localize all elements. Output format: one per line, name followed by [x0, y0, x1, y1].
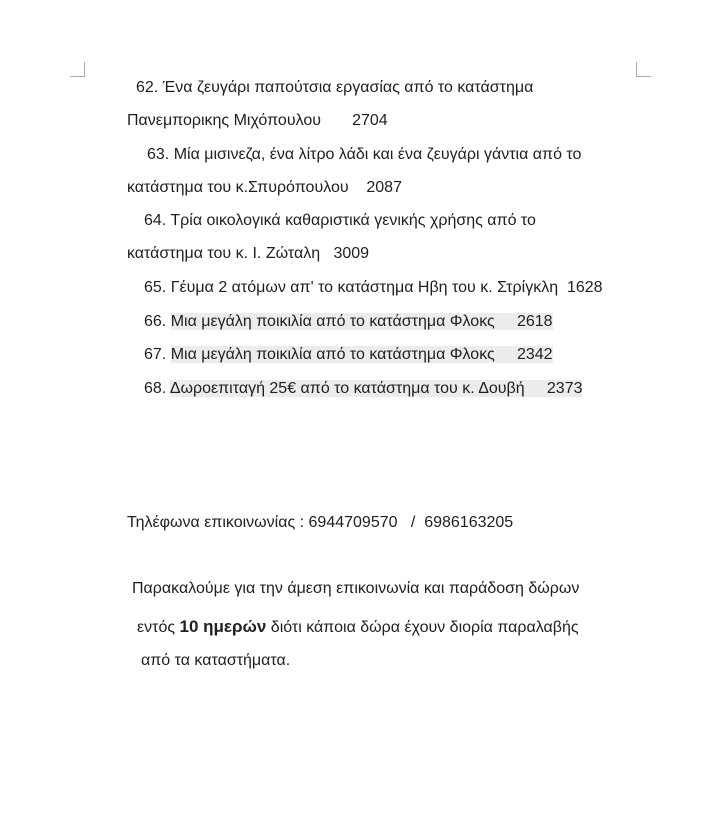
notice-line: από τα καταστήματα. [141, 652, 291, 669]
item-number: 67. [144, 346, 167, 363]
item-text: Μια μεγάλη ποικιλία από το κατάστημα Φλοκς [170, 346, 495, 363]
item-number: 62. [136, 79, 159, 96]
item-text: Γέυμα 2 ατόμων απ' το κατάστημα Ηβη του κ. Στρίγκλη [170, 279, 559, 296]
phone-number: 6986163205 [424, 514, 514, 531]
item-text: κατάστημα του κ.Σπυρόπουλου [127, 179, 349, 196]
list-item [144, 345, 553, 365]
item-text: κατάστημα του κ. Ι. Ζώταλη [127, 245, 321, 262]
item-code: 2342 [516, 346, 553, 363]
item-code: 1628 [566, 279, 603, 296]
list-item [144, 211, 536, 231]
item-number: 64. [144, 212, 167, 229]
notice-text: εντός [137, 619, 176, 636]
item-code: 2087 [366, 179, 402, 196]
item-code: 3009 [333, 245, 370, 262]
item-number: 65. [144, 279, 167, 296]
separator: / [410, 514, 416, 531]
item-text: Τρία οικολογικά καθαριστικά γενικής χρήσης από το [170, 212, 536, 229]
item-code: 2704 [352, 112, 388, 129]
list-item [144, 278, 603, 298]
item-number: 66. [144, 313, 167, 330]
item-number: 63. [147, 146, 170, 163]
contact-label: Τηλέφωνα επικοινωνίας : [127, 514, 305, 531]
item-code: 2373 [546, 380, 583, 397]
item-text: Πανεμπορικης Μιχόπουλου [127, 112, 321, 129]
list-item-continuation [127, 178, 402, 198]
list-item [136, 78, 533, 98]
notice-line [137, 617, 579, 638]
list-item [144, 312, 553, 332]
page-corner-mark [636, 62, 651, 77]
contact-phones [127, 513, 513, 533]
phone-number: 6944709570 [308, 514, 398, 531]
page-corner-mark [70, 62, 85, 77]
item-text: Ένα ζευγάρι παπούτσια εργασίας από το κατάστημα [162, 79, 534, 96]
item-code: 2618 [516, 313, 553, 330]
list-item [147, 145, 581, 165]
notice-deadline: 10 ημερών [179, 617, 267, 636]
item-text: Μια μεγάλη ποικιλία από το κατάστημα Φλοκς [170, 313, 495, 330]
notice-text: διότι κάποια δώρα έχουν διορία παραλαβής [270, 619, 579, 636]
item-text: Μία μισινεζα, ένα λίτρο λάδι και ένα ζευγάρι γάντια από το [173, 146, 582, 163]
list-item [144, 379, 582, 399]
list-item-continuation [127, 244, 369, 264]
notice-line: Παρακαλούμε για την άμεση επικοινωνία και παράδοση δώρων [132, 580, 580, 597]
list-item-continuation [127, 111, 388, 131]
item-text: Δωροεπιταγή 25€ από το κατάστημα του κ. Δουβή [169, 380, 525, 397]
item-number: 68. [144, 380, 167, 397]
